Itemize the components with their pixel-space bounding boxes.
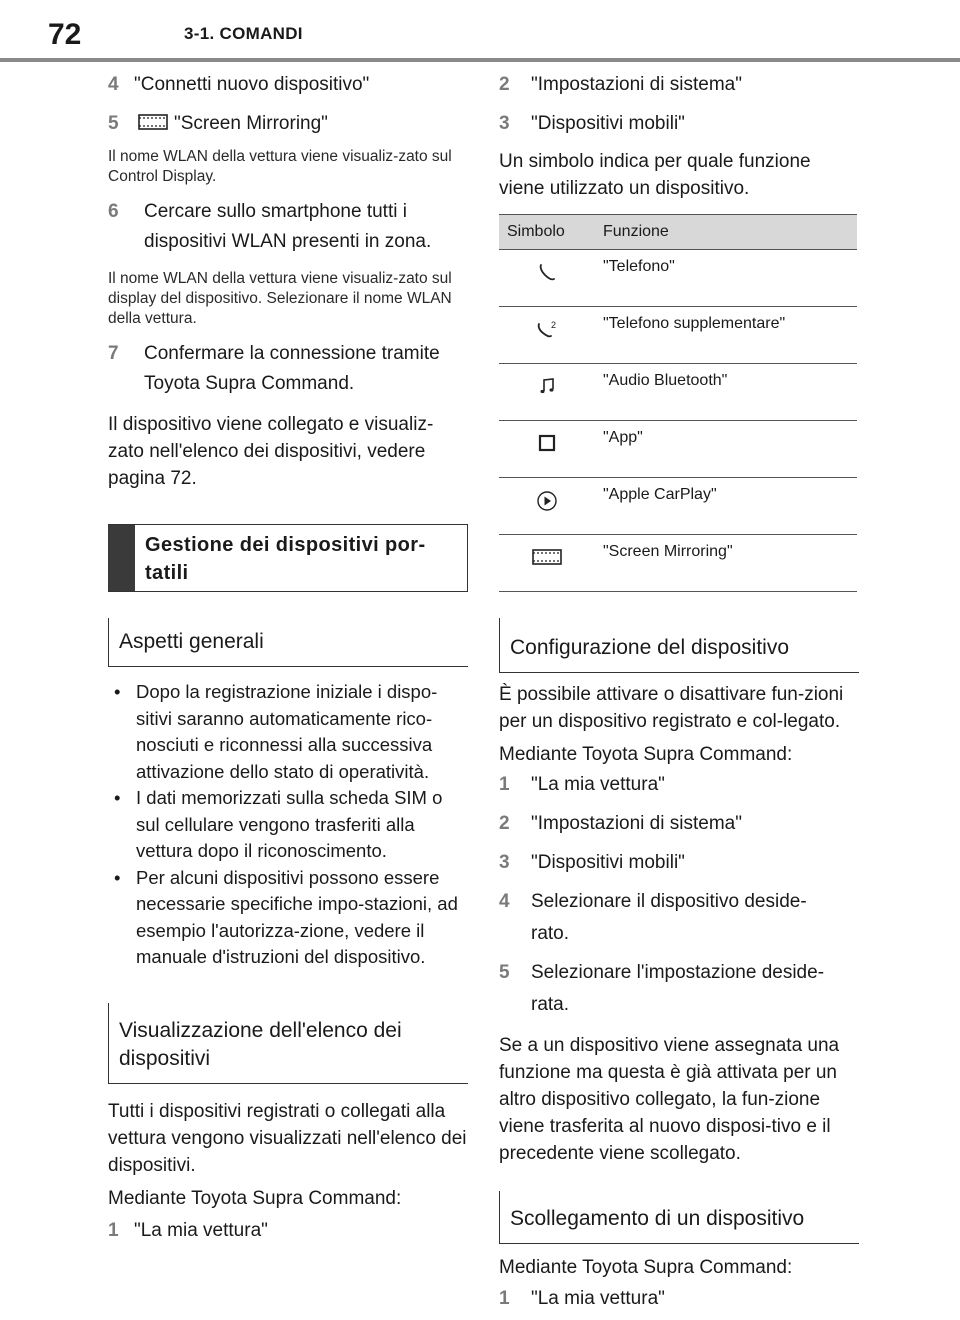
- table-header-row: [499, 215, 857, 250]
- svg-text:2: 2: [551, 320, 557, 330]
- subheading-general-aspects: Aspetti generali: [108, 618, 468, 667]
- list-item: • Dopo la registrazione iniziale i dispo-sitivi saranno automaticamente rico-nosciuti e riconnessi alla successiva attivazione dello stato di operatività.: [108, 679, 468, 785]
- column-header-function: Funzione: [595, 215, 857, 250]
- table-row: [499, 478, 857, 535]
- paragraph-registered-devices: Tutti i dispositivi registrati o collegati alla vettura vengono visualizzati nell'elenco dei dispositivi.: [108, 1100, 467, 1176]
- subheading-device-list: Visualizzazione dell'elenco dei dispositivi: [108, 1003, 468, 1084]
- step-text: "La mia vettura": [531, 1288, 665, 1309]
- music-note-icon: [537, 376, 557, 396]
- phone-secondary-icon: [535, 319, 559, 339]
- step-mobile-devices: [499, 109, 859, 139]
- paragraph-device-connected: Il dispositivo viene collegato e visualiz-zato nell'elenco dei dispositivi, vedere pagina 72.: [108, 414, 434, 489]
- list-item: • I dati memorizzati sulla scheda SIM o sul cellulare vengono trasferiti alla vettura dopo il riconoscimento.: [108, 785, 468, 865]
- paragraph-via-command: Mediante Toyota Supra Command:: [108, 1187, 402, 1209]
- paragraph-enable-functions: È possibile attivare o disattivare fun-zioni per un dispositivo registrato e col-legato.: [499, 684, 844, 732]
- paragraph-function-transfer: Se a un dispositivo viene assegnata una funzione ma questa è già attivata per un altro dispositivo collegato, la fun-zione viene trasferita al nuovo disposi-tivo e il precedente viene scollegato.: [499, 1035, 840, 1164]
- table-row: [499, 250, 857, 307]
- table-row: [499, 535, 857, 592]
- step-item: [499, 770, 859, 800]
- step-text-line2: rato.: [531, 923, 570, 944]
- step-my-vehicle: [499, 1284, 859, 1314]
- table-row: [499, 307, 857, 364]
- step-text: "Screen Mirroring": [174, 113, 328, 134]
- step-text: "Connetti nuovo dispositivo": [134, 74, 370, 95]
- step-number: 2: [499, 813, 510, 834]
- step-search-wlan: [108, 197, 468, 257]
- page-number: 72: [48, 18, 82, 51]
- step-text-line1: Selezionare l'impostazione deside-: [531, 962, 825, 983]
- step-text: "La mia vettura": [134, 1219, 268, 1241]
- step-my-vehicle: [108, 1216, 468, 1246]
- heading-bar: [108, 525, 135, 591]
- subheading-disconnect-device: Scollegamento di un dispositivo: [499, 1191, 859, 1244]
- step-number: 1: [499, 1288, 510, 1309]
- step-text-line1: Confermare la connessione tramite: [144, 343, 440, 364]
- step-text: "Impostazioni di sistema": [531, 813, 742, 834]
- phone-icon: [537, 262, 557, 282]
- step-number: 5: [108, 113, 119, 134]
- function-label: "Telefono": [595, 250, 857, 307]
- step-screen-mirroring: [108, 109, 468, 139]
- config-steps: [499, 770, 859, 1020]
- symbol-table: [499, 214, 857, 592]
- step-number: 5: [499, 962, 510, 983]
- function-label: "Apple CarPlay": [595, 478, 857, 535]
- section-heading: Gestione dei dispositivi por-tatili: [145, 534, 426, 584]
- column-header-symbol: Simbolo: [499, 215, 595, 250]
- step-connect-new-device: [108, 70, 468, 100]
- step-text: "La mia vettura": [531, 774, 665, 795]
- step-number: 6: [108, 201, 119, 222]
- list-item: • Per alcuni dispositivi possono essere necessarie specifiche impo-stazioni, ad esempio l'autorizza-zione, vedere il manuale d'istruzioni del dispositivo.: [108, 865, 468, 971]
- paragraph-via-command: Mediante Toyota Supra Command:: [499, 744, 793, 765]
- screen-mirroring-icon: [138, 112, 168, 132]
- function-label: "Screen Mirroring": [595, 535, 857, 592]
- left-column: [108, 68, 468, 1246]
- step-item: [499, 958, 859, 1020]
- function-label: "Telefono supplementare": [595, 307, 857, 364]
- note-wlan-control-display: Il nome WLAN della vettura viene visualiz-zato sul Control Display.: [108, 148, 452, 185]
- step-item: [499, 848, 859, 878]
- function-label: "App": [595, 421, 857, 478]
- step-number: 1: [499, 774, 510, 795]
- step-text-line1: Selezionare il dispositivo deside-: [531, 891, 807, 912]
- table-row: [499, 421, 857, 478]
- page-header: [0, 0, 960, 64]
- step-number: 7: [108, 343, 119, 364]
- paragraph-via-command-2: Mediante Toyota Supra Command:: [499, 1257, 793, 1278]
- step-number: 3: [499, 113, 510, 134]
- step-item: [499, 809, 859, 839]
- step-number: 2: [499, 74, 510, 95]
- table-row: [499, 364, 857, 421]
- paragraph-symbol-indicates: Un simbolo indica per quale funzione viene utilizzato un dispositivo.: [499, 151, 811, 199]
- step-number: 4: [499, 891, 510, 912]
- carplay-play-icon: [536, 490, 558, 512]
- step-text: "Dispositivi mobili": [531, 852, 685, 873]
- step-text-line2: Toyota Supra Command.: [144, 373, 355, 394]
- right-column: [499, 68, 859, 1314]
- section-title: 3-1. COMANDI: [184, 24, 303, 43]
- app-square-icon: [537, 433, 557, 453]
- step-number: 1: [108, 1219, 119, 1241]
- step-text: "Impostazioni di sistema": [531, 74, 742, 95]
- header-rule: [0, 58, 960, 62]
- step-number: 4: [108, 74, 119, 95]
- step-confirm-connection: [108, 339, 468, 399]
- note-wlan-device-display: Il nome WLAN della vettura viene visualiz-zato sul display del dispositivo. Selezionare il nome WLAN della vettura.: [108, 270, 452, 327]
- subheading-device-configuration: Configurazione del dispositivo: [499, 618, 859, 673]
- section-heading-block: [108, 524, 468, 592]
- function-label: "Audio Bluetooth": [595, 364, 857, 421]
- step-system-settings: [499, 70, 859, 100]
- step-item: [499, 887, 859, 949]
- step-text-line1: Cercare sullo smartphone tutti i: [144, 201, 407, 222]
- screen-mirroring-icon: [532, 547, 562, 567]
- bullet-list: [108, 679, 468, 971]
- step-text: "Dispositivi mobili": [531, 113, 685, 134]
- step-text-line2: rata.: [531, 994, 570, 1015]
- step-number: 3: [499, 852, 510, 873]
- step-text-line2: dispositivi WLAN presenti in zona.: [144, 231, 432, 252]
